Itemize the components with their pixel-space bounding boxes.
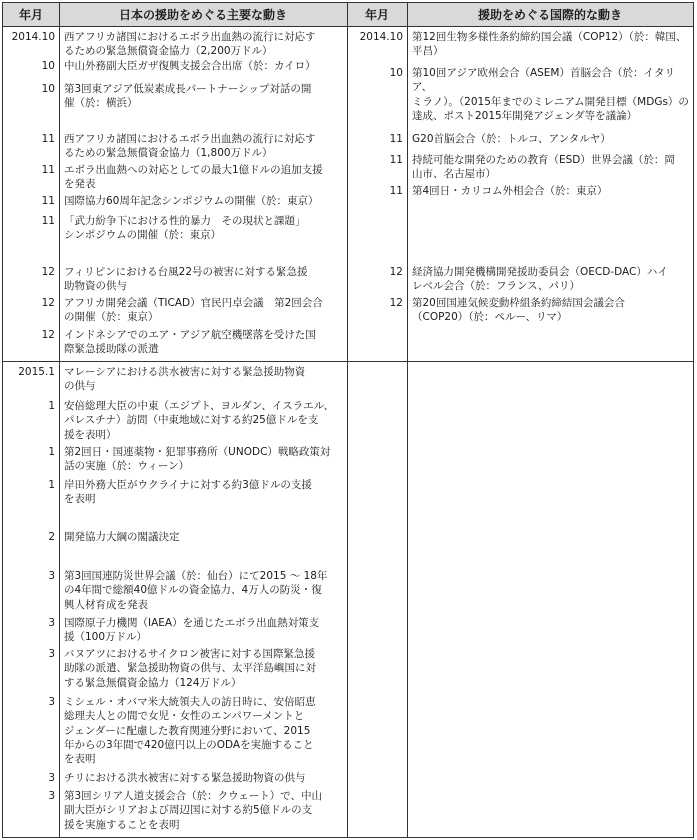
date-cell: 10 bbox=[41, 83, 55, 95]
event-text: 第12回生物多様性条約締約国会議（COP12）（於：韓国、 平昌） bbox=[412, 31, 687, 58]
date-cell: 1 bbox=[48, 479, 55, 491]
event-text: フィリピンにおける台風22号の被害に対する緊急援 助物資の供与 bbox=[64, 266, 308, 293]
date-cell: 3 bbox=[48, 790, 55, 802]
date-cell: 12 bbox=[389, 297, 403, 309]
event-text: 第3回シリア人道支援会合（於：クウェート）で、中山 副大臣がシリアおよび周辺国に対する約5億ドルの支 援を実施することを表明 bbox=[64, 790, 323, 831]
date-cell: 12 bbox=[41, 329, 55, 341]
event-text: 経済協力開発機構開発援助委員会（OECD-DAC）ハイ レベル会合（於：フランス、パリ） bbox=[412, 266, 668, 293]
date-cell: 3 bbox=[48, 648, 55, 660]
event-text: 開発協力大綱の閣議決定 bbox=[64, 531, 180, 543]
header-date-left: 年月 bbox=[3, 3, 59, 27]
event-text: 岸田外務大臣がウクライナに対する約3億ドルの支援 を表明 bbox=[64, 479, 312, 506]
date-cell: 11 bbox=[41, 164, 55, 176]
date-cell: 12 bbox=[41, 266, 55, 278]
date-cell: 1 bbox=[48, 400, 55, 412]
date-cell: 3 bbox=[48, 570, 55, 582]
date-cell: 11 bbox=[41, 215, 55, 227]
date-cell: 11 bbox=[41, 195, 55, 207]
event-text: 第2回日・国連薬物・犯罪事務所（UNODC）戦略政策対 話の実施（於：ウィーン） bbox=[64, 446, 331, 473]
date-cell: 12 bbox=[41, 297, 55, 309]
date-cell: 11 bbox=[389, 133, 403, 145]
row-divider-2015 bbox=[3, 361, 693, 362]
event-text: チリにおける洪水被害に対する緊急援助物資の供与 bbox=[64, 772, 306, 784]
event-text: 安倍総理大臣の中東（エジプト、ヨルダン、イスラエル、 パレスチナ）訪問（中東地域に対する約25億ドルを支 援を表明） bbox=[64, 400, 334, 441]
event-text: G20首脳会合（於：トルコ、アンタルヤ） bbox=[412, 133, 611, 145]
event-text: インドネシアでのエア・アジア航空機墜落を受けた国 際緊急援助隊の派遣 bbox=[64, 329, 316, 356]
date-cell: 11 bbox=[389, 154, 403, 166]
event-text: 第3回東アジア低炭素成長パートナーシップ対話の開 催（於：横浜） bbox=[64, 83, 312, 110]
event-text: 国際原子力機関（IAEA）を通じたエボラ出血熱対策支 援（100万ドル） bbox=[64, 617, 320, 644]
date-cell: 2 bbox=[48, 531, 55, 543]
date-cell: 1 bbox=[48, 446, 55, 458]
date-cell: 2015.1 bbox=[18, 366, 55, 378]
event-text: 「武力紛争下における性的暴力 その現状と課題」 シンポジウムの開催（於：東京） bbox=[64, 215, 306, 242]
column-divider bbox=[59, 3, 60, 837]
event-text: バヌアツにおけるサイクロン被害に対する国際緊急援 助隊の派遣、緊急援助物資の供与、太平洋島嶼国に対 する緊急無償資金協力（124万ドル） bbox=[64, 648, 316, 689]
event-text: 西アフリカ諸国におけるエボラ出血熱の流行に対応す るための緊急無償資金協力（2,200万ドル） bbox=[64, 31, 316, 58]
chronology-table: 年月 日本の援助をめぐる主要な動き 年月 援助をめぐる国際的な動き 2014.10 西アフリカ諸国におけるエボラ出血熱の流行に対応す るための緊急無償資金協力（2,200万ドル） 10 中山外務副大臣ガザ復興支援会合出席（於：カイロ） 10 第3回東アジア低炭素成長パートナーシップ対話の開 催（於：横浜） 11 西アフリカ諸国におけるエボラ出血熱の流行に対応す るための緊急無償資金協力（1,800万ドル） 11 エボラ出血熱への対応としての最大1億ドルの追加支援 を発表 11 国際協力60周年記念シンポジウムの開催（於：東京） 11 「武力紛争下における性的暴力 その現状と課題」 シンポジウムの開催（於：東京） 12 フィリピンにおける台風22号の被害に対する緊急援 助物資の供与 12 アフリカ開発会議（TICAD）官民円卓会議 第2回会合 の開催（於：東京） 12 インドネシアでのエア・アジア航空機墜落を受けた国 際緊急援助隊の派遣 2014.10 第12回生物多様性条約締約国会議（COP12）（於：韓国、 平昌） 10 第10回アジア欧州会合（ASEM）首脳会合（於：イタリア、 ミラノ）。（2015年までのミレニアム開発目標（MDGs）の 達成、ポスト2015年開発アジェンダ等を議論） 11 G20首脳会合（於：トルコ、アンタルヤ） 11 持続可能な開発のための教育（ESD）世界会議（於：岡 山市、名古屋市） 11 第4回日・カリコム外相会合（於：東京） 12 経済協力開発機構開発援助委員会（OECD-DAC）ハイ レベル会合（於：フランス、パリ） 12 第20回国連気候変動枠組条約締結国会議会合 （COP20）（於：ペルー、リマ） 2015.1 マレーシアにおける洪水被害に対する緊急援助物資 の供与 1 安倍総理大臣の中東（エジプト、ヨルダン、イスラエル、 パレスチナ）訪問（中東地域に対する約25億ドルを支 援を表明） 1 第2回日・国連薬物・犯罪事務所（UNODC）戦略政策対 話の実施（於：ウィーン） 1 岸田外務大臣がウクライナに対する約3億ドルの支援 を表明 2 開発協力大綱の閣議決定 3 第3回国連防災世界会議（於：仙台）にて2015 ～ 18年 の4年間で総額40億ドルの資金協力、4万人の防災・復 興人材育成を発表 3 国際原子力機関（IAEA）を通じたエボラ出血熱対策支 援（100万ドル） 3 バヌアツにおけるサイクロン被害に対する国際緊急援 助隊の派遣、緊急援助物資の供与、太平洋島嶼国に対 する緊急無償資金協力（124万ドル） 3 ミシェル・オバマ米大統領夫人の訪日時に、安倍昭恵 総理夫人との間で女児・女性のエンパワーメントと ジェンダーに配慮した教育関連分野において、2015 年からの3年間で420億円以上のODAを実施すること を表明 3 チリにおける洪水被害に対する緊急援助物資の供与 3 第3回シリア人道支援会合（於：クウェート）で、中山 副大臣がシリアおよび周辺国に対する約5億ドルの支 援を実施することを表明 bbox=[2, 2, 694, 838]
event-text: ミシェル・オバマ米大統領夫人の訪日時に、安倍昭恵 総理夫人との間で女児・女性のエンパワーメントと ジェンダーに配慮した教育関連分野において、2015 年からの3年間で420億円以上のODAを実施すること を表明 bbox=[64, 696, 316, 766]
event-text: エボラ出血熱への対応としての最大1億ドルの追加支援 を発表 bbox=[64, 164, 323, 191]
event-text: マレーシアにおける洪水被害に対する緊急援助物資 の供与 bbox=[64, 366, 306, 393]
event-text: 第10回アジア欧州会合（ASEM）首脳会合（於：イタリア、 ミラノ）。（2015年までのミレニアム開発目標（MDGs）の 達成、ポスト2015年開発アジェンダ等を議論） bbox=[412, 67, 689, 122]
date-cell: 12 bbox=[389, 266, 403, 278]
column-divider bbox=[347, 3, 348, 837]
date-cell: 3 bbox=[48, 772, 55, 784]
date-cell: 11 bbox=[389, 185, 403, 197]
event-text: 第20回国連気候変動枠組条約締結国会議会合 （COP20）（於：ペルー、リマ） bbox=[412, 297, 625, 324]
header-japan-aid: 日本の援助をめぐる主要な動き bbox=[59, 3, 347, 27]
event-text: 第4回日・カリコム外相会合（於：東京） bbox=[412, 185, 608, 197]
event-text: 中山外務副大臣ガザ復興支援会合出席（於：カイロ） bbox=[64, 60, 316, 72]
date-cell: 3 bbox=[48, 617, 55, 629]
header-date-right: 年月 bbox=[347, 3, 407, 27]
column-divider bbox=[407, 3, 408, 837]
header-international-aid: 援助をめぐる国際的な動き bbox=[407, 3, 693, 27]
event-text: 持続可能な開発のための教育（ESD）世界会議（於：岡 山市、名古屋市） bbox=[412, 154, 675, 181]
date-cell: 11 bbox=[41, 133, 55, 145]
date-cell: 10 bbox=[41, 60, 55, 72]
event-text: 第3回国連防災世界会議（於：仙台）にて2015 ～ 18年 の4年間で総額40億ドルの資金協力、4万人の防災・復 興人材育成を発表 bbox=[64, 570, 328, 611]
date-cell: 10 bbox=[389, 67, 403, 79]
date-cell: 3 bbox=[48, 696, 55, 708]
event-text: 国際協力60周年記念シンポジウムの開催（於：東京） bbox=[64, 195, 319, 207]
event-text: 西アフリカ諸国におけるエボラ出血熱の流行に対応す るための緊急無償資金協力（1,800万ドル） bbox=[64, 133, 316, 160]
event-text: アフリカ開発会議（TICAD）官民円卓会議 第2回会合 の開催（於：東京） bbox=[64, 297, 323, 324]
date-cell: 2014.10 bbox=[359, 31, 403, 43]
